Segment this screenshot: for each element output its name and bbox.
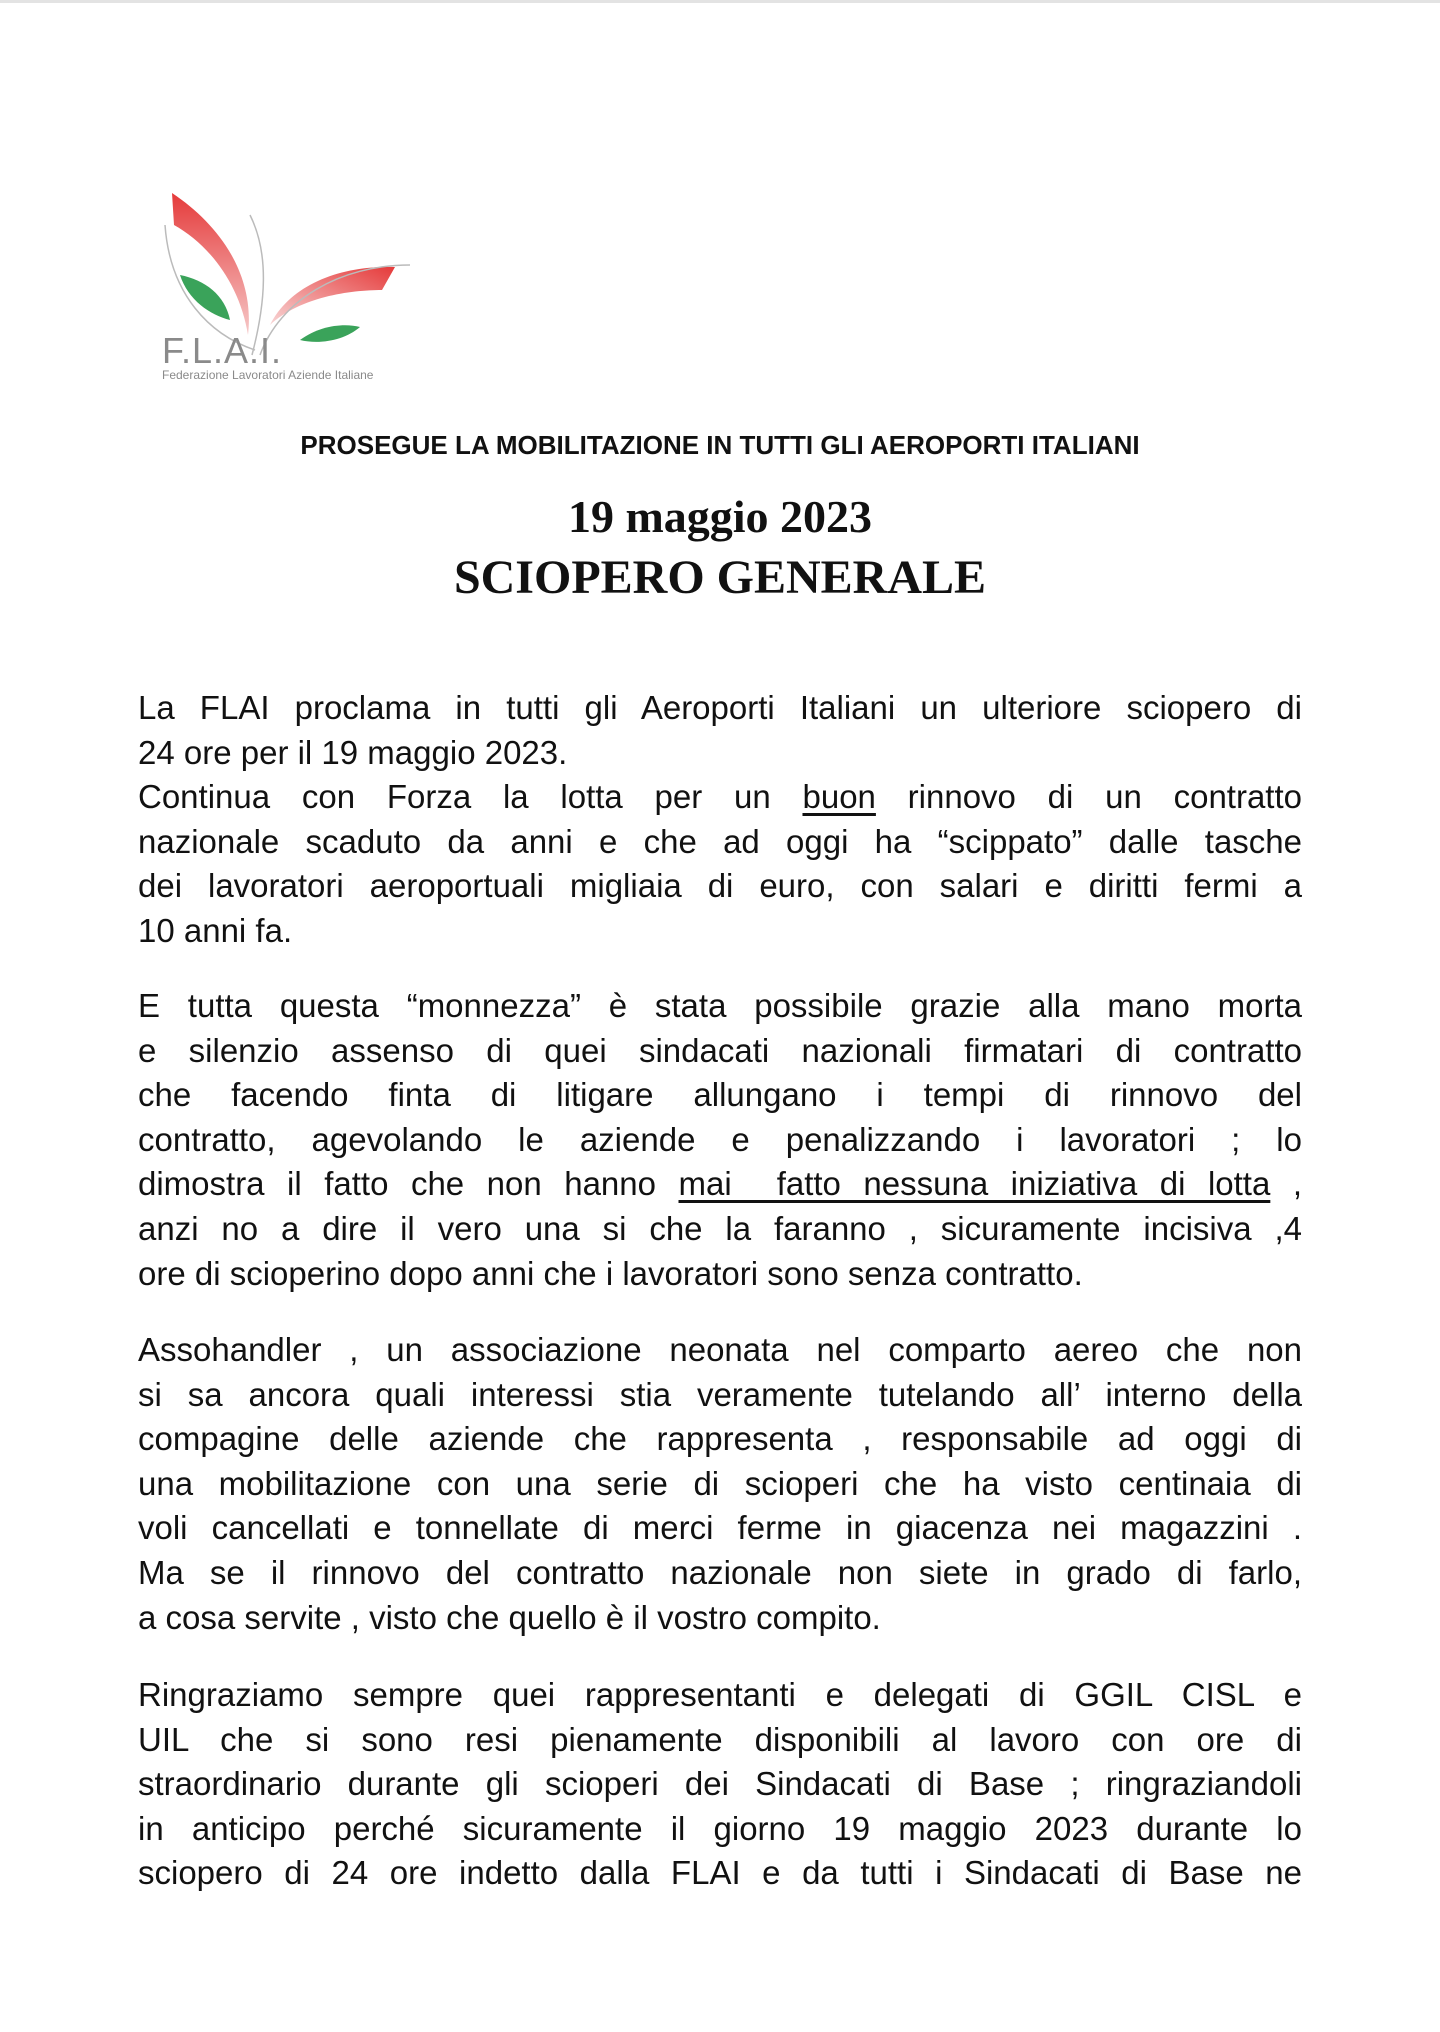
text-line — [138, 1162, 1302, 1207]
text-line: compagine delle aziende che rappresenta , responsabile ad oggi di — [138, 1420, 1302, 1458]
text-line: E tutta questa “monnezza” è stata possibile grazie alla mano morta — [138, 987, 1302, 1024]
text-segment: , — [1270, 1165, 1303, 1203]
text-line: e silenzio assenso di quei sindacati nazionali firmatari di contratto — [138, 1031, 1302, 1069]
paragraph-1 — [138, 686, 1302, 954]
text-segment: Continua con Forza la lotta per un — [138, 778, 803, 816]
kicker-heading: PROSEGUE LA MOBILITAZIONE IN TUTTI GLI AEROPORTI ITALIANI — [300, 430, 1140, 460]
strike-date: 19 maggio 2023 — [567, 491, 873, 542]
text-line: sciopero di 24 ore indetto dalla FLAI e da tutti i Sindacati di Base ne — [138, 1854, 1302, 1892]
text-line: che facendo finta di litigare allungano i tempi di rinnovo del — [138, 1076, 1302, 1114]
text-line: 10 anni fa. — [138, 911, 293, 949]
page-top-border — [0, 0, 1440, 3]
text-segment: dimostra il fatto che non hanno — [138, 1165, 679, 1203]
text-line: contratto, agevolando le aziende e penalizzando i lavoratori ; lo — [138, 1120, 1302, 1158]
text-line: Ringraziamo sempre quei rappresentanti e delegati di GGIL CISL e — [138, 1676, 1302, 1713]
text-line: straordinario durante gli scioperi dei Sindacati di Base ; ringraziandoli — [138, 1765, 1302, 1803]
logo-name: F.L.A.I. — [162, 330, 283, 371]
paragraph-3 — [138, 1328, 1302, 1640]
text-segment: rinnovo di un contratto — [875, 778, 1302, 816]
text-line: una mobilitazione con una serie di scioperi che ha visto centinaia di — [138, 1464, 1302, 1502]
text-line: in anticipo perché sicuramente il giorno 19 maggio 2023 durante lo — [138, 1809, 1302, 1847]
text-line: La FLAI proclama in tutti gli Aeroporti Italiani un ulteriore sciopero di — [138, 689, 1302, 726]
text-line: si sa ancora quali interessi stia veramente tutelando all’ interno della — [138, 1375, 1302, 1413]
text-line: nazionale scaduto da anni e che ad oggi ha “scippato” dalle tasche — [138, 822, 1302, 860]
logo-subtitle: Federazione Lavoratori Aziende Italiane — [162, 368, 374, 382]
text-line: ore di scioperino dopo anni che i lavoratori sono senza contratto. — [138, 1254, 1083, 1292]
underlined-text: buon — [802, 778, 876, 816]
text-line: a cosa servite , visto che quello è il vostro compito. — [138, 1598, 881, 1636]
text-line: UIL che si sono resi pienamente disponibili al lavoro con ore di — [138, 1720, 1302, 1758]
text-line: voli cancellati e tonnellate di merci ferme in giacenza nei magazzini . — [138, 1509, 1302, 1547]
text-line: Ma se il rinnovo del contratto nazionale non siete in grado di farlo, — [138, 1553, 1302, 1591]
text-line — [138, 775, 1302, 820]
page-title: SCIOPERO GENERALE — [453, 551, 987, 604]
text-line: Assohandler , un associazione neonata nel comparto aereo che non — [138, 1331, 1302, 1368]
text-line: anzi no a dire il vero una si che la faranno , sicuramente incisiva ,4 — [138, 1209, 1302, 1247]
text-line: dei lavoratori aeroportuali migliaia di euro, con salari e diritti fermi a — [138, 867, 1302, 905]
paragraph-2 — [138, 984, 1302, 1296]
paragraph-4 — [138, 1673, 1302, 1896]
underlined-text: mai fatto nessuna iniziativa di lotta — [678, 1165, 1271, 1203]
text-line: 24 ore per il 19 maggio 2023. — [138, 733, 568, 771]
